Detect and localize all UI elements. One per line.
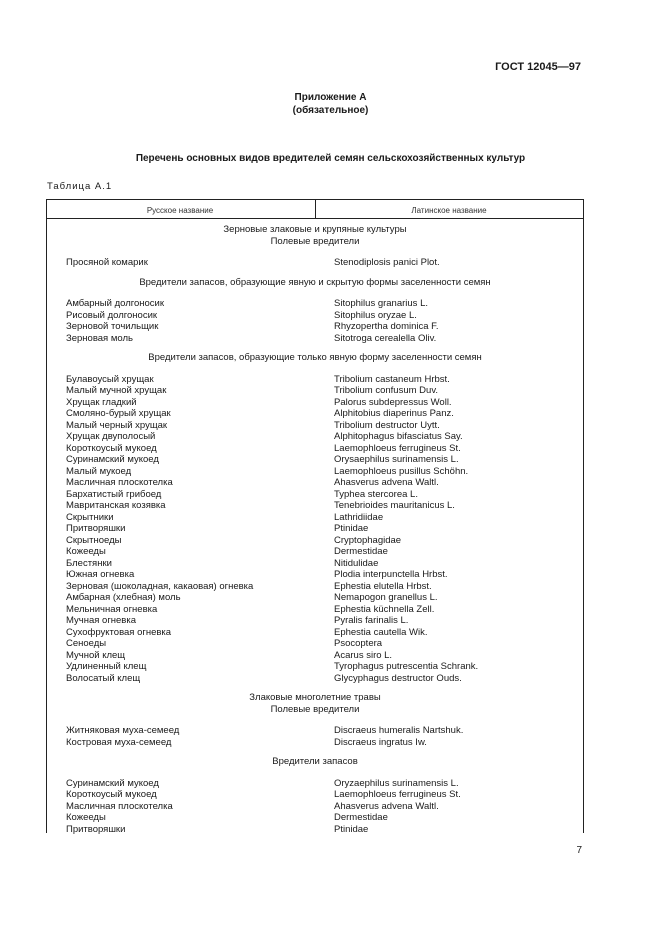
russian-name-cell: Южная огневка (66, 569, 135, 580)
table-row (46, 627, 584, 639)
russian-name-cell: Хрущак гладкий (66, 396, 137, 408)
row-group (46, 257, 584, 269)
latin-name-cell: Dermestidae (334, 812, 388, 823)
table-row (46, 604, 584, 616)
latin-name-cell: Glycyphagus destructor Ouds. (334, 672, 462, 684)
latin-name-cell: Dermestidae (334, 546, 388, 557)
table-row (46, 321, 584, 333)
table-row (46, 673, 584, 685)
latin-name-cell: Discraeus ingratus Iw. (334, 736, 427, 748)
latin-name-cell: Discraeus humeralis Nartshuk. (334, 725, 464, 736)
latin-name-cell: Rhyzopertha dominica F. (334, 321, 439, 332)
russian-name-cell: Зерновая (шоколадная, какаовая) огневка (66, 580, 254, 592)
table-row (46, 737, 584, 749)
russian-name-cell: Амбарный долгоносик (66, 298, 165, 309)
spacer (46, 247, 584, 257)
table-row (46, 443, 584, 455)
russian-name-cell: Масличная плоскотелка (66, 800, 173, 812)
russian-name-cell: Волосатый клещ (66, 672, 141, 684)
russian-name-cell: Малый мукоед (66, 465, 132, 477)
latin-name-cell: Laemophloeus pusillus Schöhn. (334, 465, 469, 477)
spacer (46, 684, 584, 692)
appendix-subtitle: (обязательное) (292, 105, 369, 116)
latin-name-cell: Tribolium destructor Uytt. (334, 419, 440, 431)
section-heading: Вредители запасов (272, 756, 358, 767)
table-row (46, 385, 584, 397)
russian-name-cell: Зерновой точильщик (66, 321, 159, 332)
section-heading: Вредители запасов, образующие явную и скрытую формы заселенности семян (139, 276, 491, 288)
russian-name-cell: Хрущак двуполосый (66, 431, 156, 442)
russian-name-cell: Рисовый долгоносик (66, 309, 158, 321)
russian-name-cell: Масличная плоскотелка (66, 477, 173, 488)
spacer (46, 364, 584, 374)
latin-name-cell: Tenebrioides mauritanicus L. (334, 500, 455, 511)
table-row (46, 546, 584, 558)
latin-name-cell: Acarus siro L. (334, 649, 393, 661)
table-row (46, 408, 584, 420)
table-row (46, 778, 584, 790)
spacer (46, 288, 584, 298)
table-row (46, 431, 584, 443)
column-header-latin: Латинское название (411, 206, 487, 215)
latin-name-cell: Stenodiplosis panici Plot. (334, 257, 440, 268)
russian-name-cell: Булавоусый хрущак (66, 373, 154, 385)
spacer (46, 768, 584, 778)
russian-name-cell: Амбарная (хлебная) моль (66, 592, 181, 603)
russian-name-cell: Притворяшки (66, 523, 126, 534)
russian-name-cell: Короткоусый мукоед (66, 442, 157, 454)
column-header-russian: Русское название (146, 206, 214, 215)
latin-name-cell: Tyrophagus putrescentia Schrank. (334, 661, 479, 672)
latin-name-cell: Sitophilus granarius L. (334, 298, 428, 309)
russian-name-cell: Мучная огневка (66, 615, 137, 626)
document-code: ГОСТ 12045—97 (495, 61, 581, 73)
table-row (46, 257, 584, 269)
russian-name-cell: Кожееды (66, 546, 106, 557)
latin-name-cell: Psocoptera (334, 638, 383, 649)
table-row (46, 535, 584, 547)
latin-name-cell: Sitotroga cerealella Oliv. (334, 332, 437, 344)
appendix-title: Приложение А (294, 92, 367, 103)
table-row (46, 454, 584, 466)
table-body (46, 224, 584, 835)
latin-name-cell: Ephestia cautella Wik. (334, 626, 428, 638)
table-row (46, 420, 584, 432)
table-row (46, 477, 584, 489)
section-subheading: Полевые вредители (270, 235, 360, 247)
russian-name-cell: Суринамский мукоед (66, 777, 159, 789)
row-group (46, 374, 584, 685)
spacer (46, 748, 584, 756)
row-group (46, 298, 584, 344)
table-row (46, 500, 584, 512)
table-row (46, 638, 584, 650)
latin-name-cell: Ptinidae (334, 823, 369, 835)
russian-name-cell: Притворяшки (66, 823, 126, 835)
latin-name-cell: Ahasverus advena Waltl. (334, 800, 439, 812)
section-subheading: Полевые вредители (270, 703, 360, 715)
russian-name-cell: Просяной комарик (66, 257, 148, 268)
latin-name-cell: Typhea stercorea L. (334, 488, 418, 500)
russian-name-cell: Сеноеды (66, 638, 107, 649)
russian-name-cell: Сухофруктовая огневка (66, 626, 172, 638)
latin-name-cell: Nemapogon granellus L. (334, 592, 438, 603)
latin-name-cell: Tribolium castaneum Hrbst. (334, 373, 450, 385)
table-row (46, 581, 584, 593)
russian-name-cell: Короткоусый мукоед (66, 789, 157, 800)
russian-name-cell: Удлиненный клещ (66, 661, 147, 672)
latin-name-cell: Lathridiidae (334, 511, 384, 523)
table-row (46, 569, 584, 581)
latin-name-cell: Cryptophagidae (334, 534, 402, 546)
table-row (46, 523, 584, 535)
russian-name-cell: Малый черный хрущак (66, 419, 168, 431)
table-row (46, 397, 584, 409)
latin-name-cell: Orysaephilus surinamensis L. (334, 454, 459, 465)
latin-name-cell: Ahasverus advena Waltl. (334, 477, 439, 488)
table-row (46, 661, 584, 673)
latin-name-cell: Plodia interpunctella Hrbst. (334, 569, 448, 580)
table-row (46, 824, 584, 836)
table-row (46, 512, 584, 524)
russian-name-cell: Зерновая моль (66, 332, 133, 344)
table-row (46, 812, 584, 824)
latin-name-cell: Ptinidae (334, 523, 369, 534)
table-row (46, 615, 584, 627)
header-bottom-rule (47, 218, 583, 219)
spacer (46, 344, 584, 352)
table-row (46, 374, 584, 386)
latin-name-cell: Alphitobius diaperinus Panz. (334, 408, 454, 419)
row-group (46, 725, 584, 748)
table-row (46, 466, 584, 478)
latin-name-cell: Alphitophagus bifasciatus Say. (334, 431, 463, 442)
table-row (46, 333, 584, 345)
latin-name-cell: Oryzaephilus surinamensis L. (334, 777, 459, 789)
table-row (46, 725, 584, 737)
spacer (46, 715, 584, 725)
latin-name-cell: Laemophloeus ferrugineus St. (334, 442, 461, 454)
latin-name-cell: Ephestia küchnella Zell. (334, 603, 435, 615)
russian-name-cell: Суринамский мукоед (66, 454, 159, 465)
latin-name-cell: Pyralis farinalis L. (334, 615, 409, 626)
russian-name-cell: Мучной клещ (66, 649, 126, 661)
section-heading: Злаковые многолетние травы (249, 692, 381, 703)
section-heading: Зерновые злаковые и крупяные культуры (223, 224, 407, 235)
latin-name-cell: Nitidulidae (334, 557, 379, 569)
section-heading: Вредители запасов, образующие только явную форму заселенности семян (148, 352, 482, 363)
russian-name-cell: Блестянки (66, 557, 112, 569)
latin-name-cell: Laemophloeus ferrugineus St. (334, 789, 461, 800)
table-row (46, 801, 584, 813)
russian-name-cell: Малый мучной хрущак (66, 385, 167, 396)
page-number: 7 (576, 845, 582, 856)
latin-name-cell: Sitophilus oryzae L. (334, 309, 417, 321)
table-row (46, 592, 584, 604)
table-row (46, 489, 584, 501)
russian-name-cell: Житняковая муха-семеед (66, 725, 180, 736)
russian-name-cell: Бархатистый грибоед (66, 488, 162, 500)
appendix-heading (0, 91, 661, 117)
russian-name-cell: Смоляно-бурый хрущак (66, 408, 171, 419)
latin-name-cell: Tribolium confusum Duv. (334, 385, 439, 396)
russian-name-cell: Мавританская козявка (66, 500, 166, 511)
russian-name-cell: Скрытники (66, 511, 114, 523)
spacer (46, 269, 584, 277)
russian-name-cell: Костровая муха-семеед (66, 736, 172, 748)
latin-name-cell: Palorus subdepressus Woll. (334, 396, 452, 408)
russian-name-cell: Кожееды (66, 812, 106, 823)
table-row (46, 650, 584, 662)
table-row (46, 310, 584, 322)
table-row (46, 558, 584, 570)
table-label: Таблица А.1 (47, 181, 113, 192)
table-row (46, 298, 584, 310)
latin-name-cell: Ephestia elutella Hrbst. (334, 580, 432, 592)
russian-name-cell: Мельничная огневка (66, 603, 158, 615)
table-row (46, 789, 584, 801)
list-title: Перечень основных видов вредителей семян сельскохозяйственных культур (135, 153, 526, 164)
russian-name-cell: Скрытноеды (66, 534, 122, 546)
row-group (46, 778, 584, 836)
